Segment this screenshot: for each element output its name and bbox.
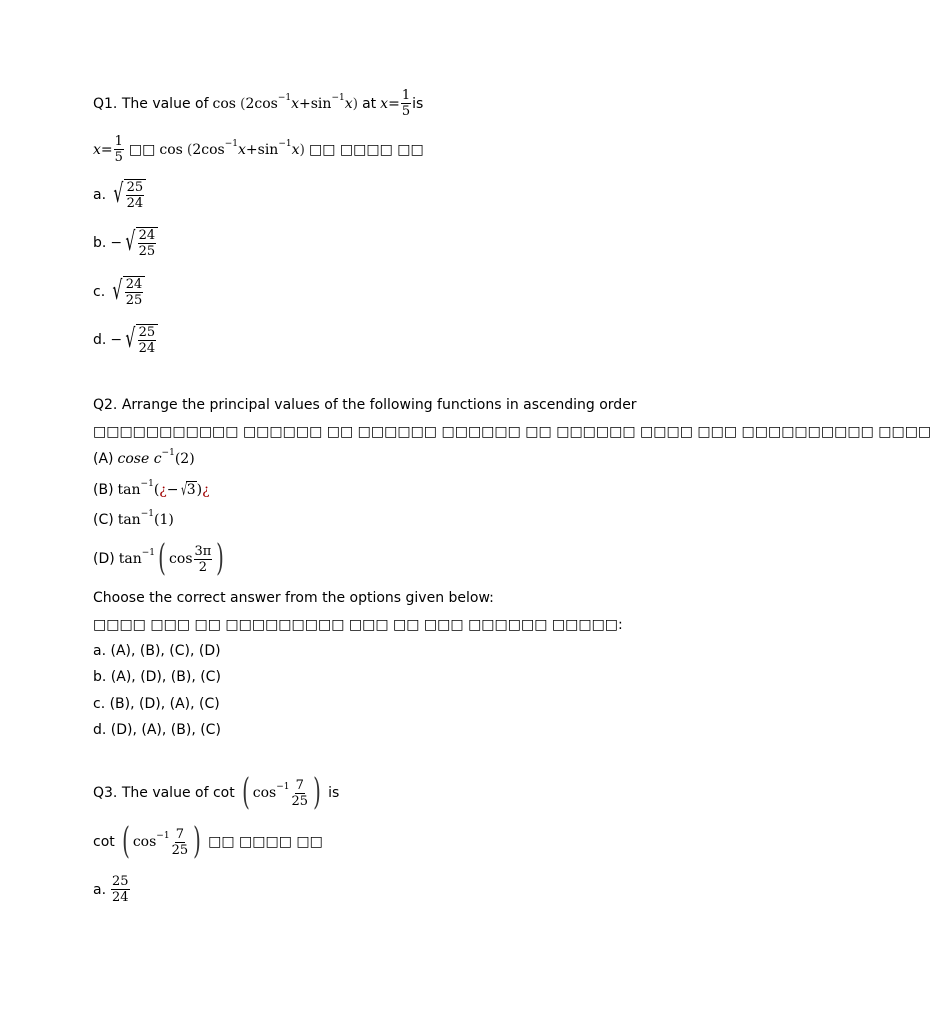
- q1-question: Q1. The value of cos ( 2 cos −1 x + sin −1 x ) at x = $\frac{1}{5}$ is: [93, 88, 424, 119]
- q3-option-a[interactable]: a. $\frac{25}{24}$: [93, 874, 129, 905]
- q1-hindi-question: x = $\frac{1}{5}$ □□ cos ( 2 cos −1 x + sin −1 x ) □□ □□□□ □□: [93, 134, 424, 165]
- q2-option-b[interactable]: b. (A), (D), (B), (C): [93, 669, 221, 685]
- q2-item-c: (C) tan −1 (1): [93, 509, 174, 528]
- q2-hindi-question: □□□□□□□□□□□ □□□□□□ □□ □□□□□□ □□□□□□ □□ □□□□□□ □□□□ □□□ □□□□□□□□□□ □□□□: [93, 424, 931, 440]
- q1-option-b[interactable]: b. − √ $\frac{24}{25}$: [93, 227, 158, 259]
- q2-item-d: (D) tan −1 ( cos $\frac{3\pi}{2}$ ): [93, 538, 225, 579]
- q1-option-d[interactable]: d. − √ $\frac{25}{24}$: [93, 324, 158, 356]
- q1-prefix: Q1. The value of: [93, 95, 209, 112]
- q2-option-a[interactable]: a. (A), (B), (C), (D): [93, 643, 221, 659]
- q2-question: Q2. Arrange the principal values of the following functions in ascending order: [93, 397, 637, 413]
- q2-option-c[interactable]: c. (B), (D), (A), (C): [93, 696, 220, 712]
- q1-two: 2: [245, 95, 255, 112]
- q3-question: Q3. The value of cot ( cos −1 $\frac{7}{25}$ ) is: [93, 772, 340, 813]
- q1-option-a[interactable]: a. √ $\frac{25}{24}$: [93, 179, 146, 211]
- q2-item-b: (B) tan −1 ( ¿ − √ 3 ) ¿: [93, 479, 210, 499]
- q1-option-c[interactable]: c. √ $\frac{24}{25}$: [93, 276, 145, 308]
- q2-item-a: (A) cose c −1 (2): [93, 448, 195, 467]
- q1-fraction: $\frac{1}{5}$: [401, 88, 411, 119]
- q2-choose: Choose the correct answer from the options given below:: [93, 590, 494, 606]
- q1-is: is: [412, 95, 424, 112]
- q1-cos: cos: [212, 95, 236, 112]
- q1-at: at: [362, 95, 377, 112]
- q2-choose-hindi: □□□□ □□□ □□ □□□□□□□□□ □□□ □□ □□□ □□□□□□ □□□□□:: [93, 617, 623, 633]
- q3-hindi-question: cot ( cos −1 $\frac{7}{25}$ ) □□ □□□□ □□: [93, 821, 323, 862]
- q2-option-d[interactable]: d. (D), (A), (B), (C): [93, 722, 221, 738]
